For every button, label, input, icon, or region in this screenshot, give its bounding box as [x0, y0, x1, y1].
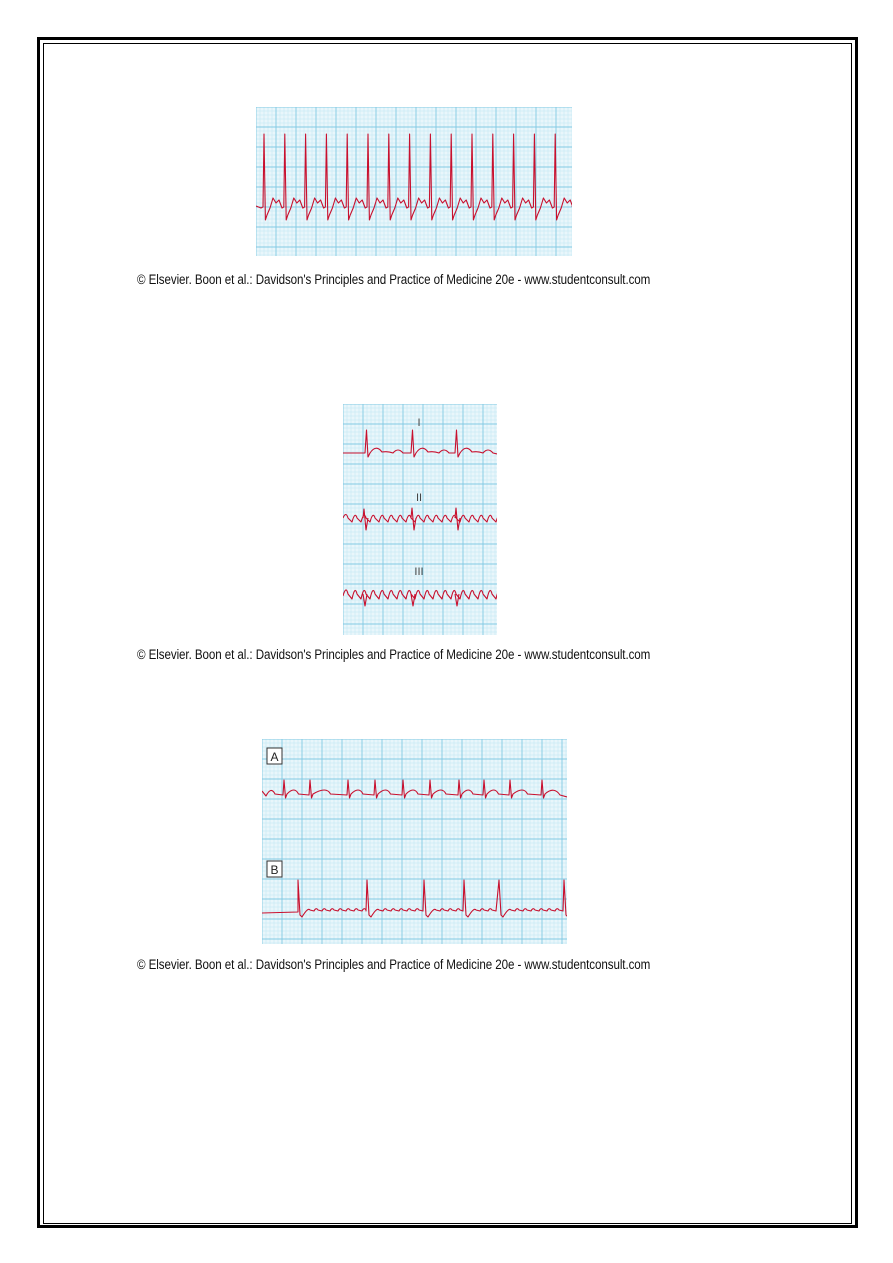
ecg-strip-tachycardia — [256, 107, 572, 256]
lead-label-iii: III — [414, 566, 424, 578]
figure-3-caption: © Elsevier. Boon et al.: Davidson's Principles and Practice of Medicine 20e - www.studentconsult.com — [137, 957, 651, 972]
strip-b-label: B — [270, 863, 279, 877]
figure-2-caption: © Elsevier. Boon et al.: Davidson's Principles and Practice of Medicine 20e - www.studentconsult.com — [137, 647, 651, 662]
lead-label-ii: II — [415, 492, 423, 504]
ecg-strip-ab — [262, 739, 567, 944]
lead-label-i: I — [417, 417, 421, 429]
ecg-strip-leads — [343, 404, 497, 635]
figure-1-caption: © Elsevier. Boon et al.: Davidson's Principles and Practice of Medicine 20e - www.studentconsult.com — [137, 272, 651, 287]
strip-a-label: A — [270, 750, 279, 764]
